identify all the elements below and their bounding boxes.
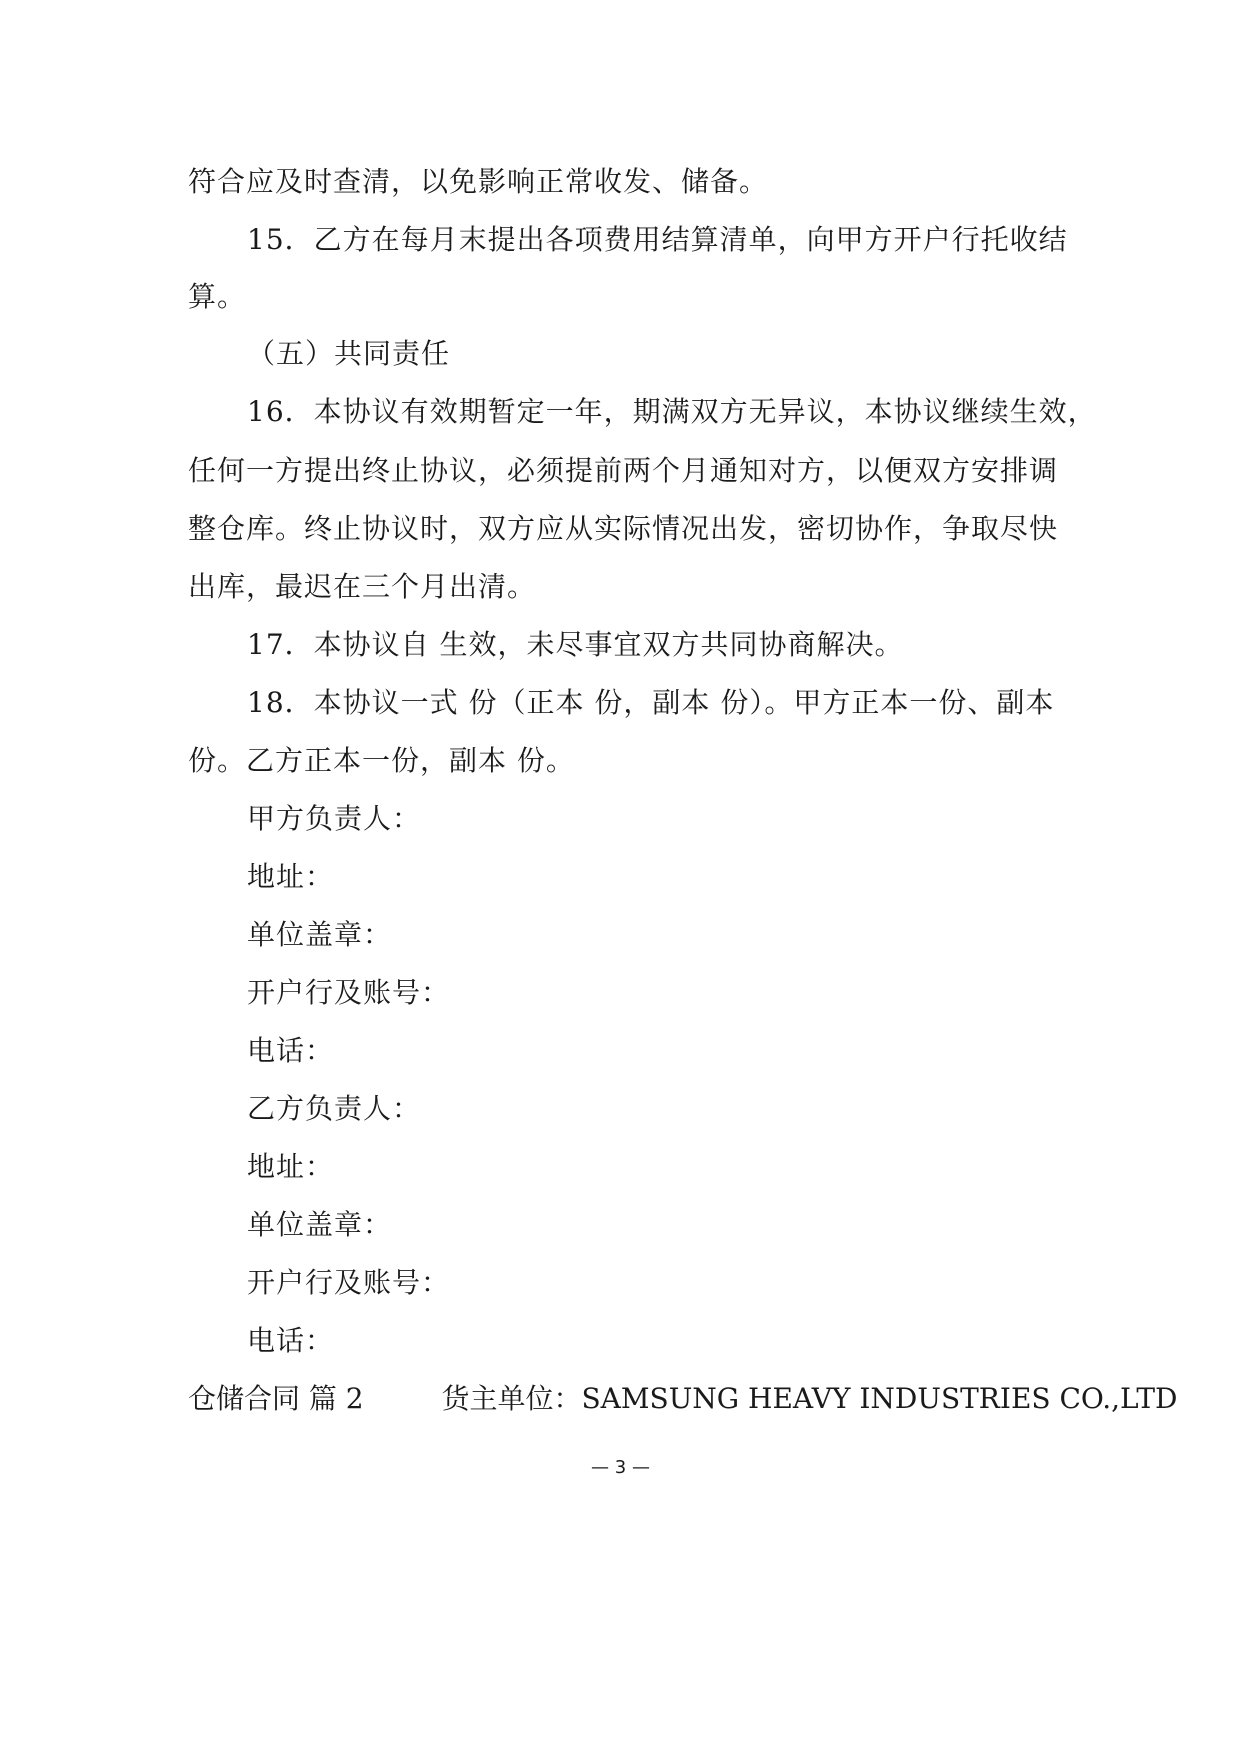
party-b-phone-label: 电话： <box>247 1324 335 1357</box>
contract-title: 仓储合同 篇 2 <box>188 1382 364 1415</box>
party-a-seal-label: 单位盖章： <box>247 918 393 951</box>
paragraph-line: 整仓库。终止协议时，双方应从实际情况出发，密切协作，争取尽快 <box>188 512 1059 545</box>
paragraph-line: 16．本协议有效期暂定一年，期满双方无异议，本协议继续生效， <box>247 395 1097 428</box>
paragraph-line: 17．本协议自 生效，未尽事宜双方共同协商解决。 <box>247 628 904 661</box>
paragraph-line: 出库，最迟在三个月出清。 <box>188 570 537 603</box>
party-b-address-label: 地址： <box>247 1150 335 1183</box>
next-contract-heading <box>188 1379 1177 1419</box>
paragraph-line: 算。 <box>188 280 247 313</box>
cargo-owner-label: 货主单位：SAMSUNG HEAVY INDUSTRIES CO.,LTD <box>441 1382 1178 1415</box>
party-a-phone-label: 电话： <box>247 1034 335 1067</box>
paragraph-line: 符合应及时查清，以免影响正常收发、储备。 <box>188 165 769 198</box>
paragraph-line: 份。乙方正本一份，副本 份。 <box>188 744 575 777</box>
party-a-address-label: 地址： <box>247 860 335 893</box>
section-subheading: （五）共同责任 <box>247 337 451 370</box>
paragraph-line: 15．乙方在每月末提出各项费用结算清单，向甲方开户行托收结 <box>247 223 1068 256</box>
paragraph-line: 18．本协议一式 份（正本 份，副本 份）。甲方正本一份、副本 <box>247 686 1055 719</box>
party-b-seal-label: 单位盖章： <box>247 1208 393 1241</box>
party-b-representative-label: 乙方负责人： <box>247 1092 422 1125</box>
party-a-bank-account-label: 开户行及账号： <box>247 976 451 1009</box>
party-b-bank-account-label: 开户行及账号： <box>247 1266 451 1299</box>
party-a-representative-label: 甲方负责人： <box>247 802 422 835</box>
page-number: — 3 — <box>591 1457 650 1478</box>
paragraph-line: 任何一方提出终止协议，必须提前两个月通知对方，以便双方安排调 <box>188 454 1059 487</box>
